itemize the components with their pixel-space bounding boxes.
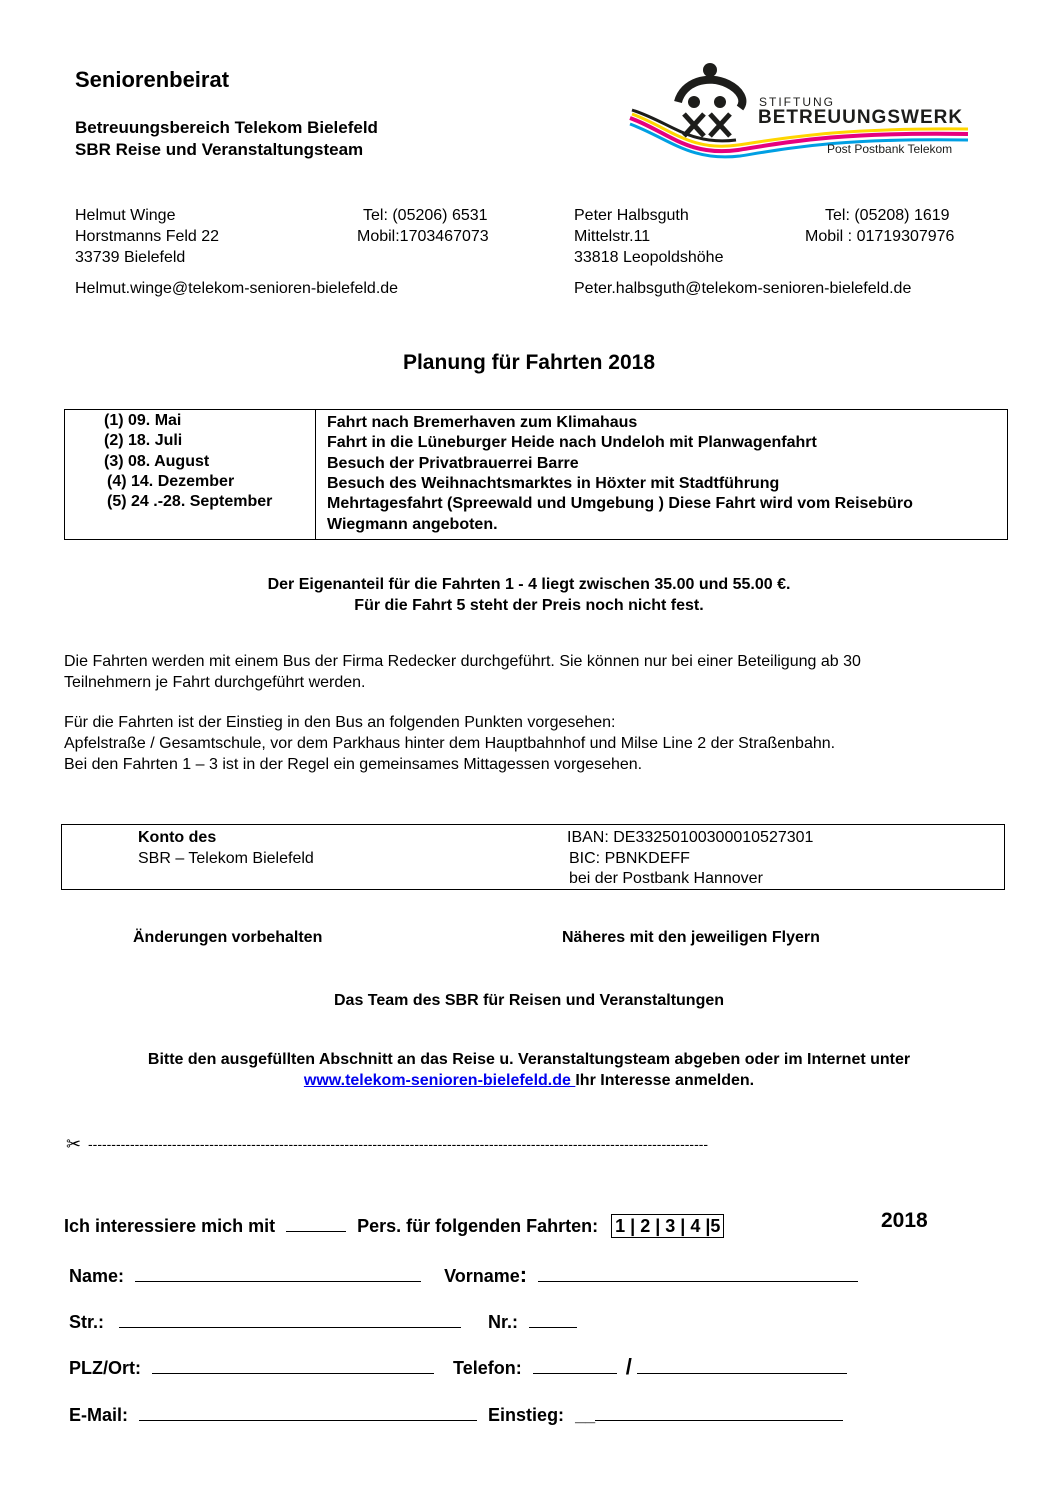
phone-number-field[interactable] [637,1355,847,1374]
pers-label: Pers. für folgenden Fahrten: [357,1216,599,1236]
instruction-line-2-rest: Ihr Interesse anmelden. [575,1072,755,1089]
contact-1-email[interactable]: Helmut.winge@telekom-senioren-bielefeld.de [75,280,399,297]
contact-1-street: Horstmanns Feld 22 [75,228,220,245]
number-field[interactable] [529,1309,577,1328]
form-year: 2018 [881,1209,928,1232]
body-p2-line1: Für die Fahrten ist der Einstieg in den Bus an folgenden Punkten vorgesehen: [64,714,616,731]
bank-name: bei der Postbank Hannover [569,870,763,887]
contact-2-mobil: Mobil : 01719307976 [805,228,955,245]
bank-account-box [61,824,1005,890]
einstieg-prefix: __ [575,1405,596,1425]
bank-holder: SBR – Telekom Bielefeld [138,850,314,867]
logo-main-text: BETREUUNGSWERK [758,107,964,128]
street-label: Str.: [69,1312,105,1332]
trip-description: Mehrtagesfahrt (Spreewald und Umgebung ) Diese Fahrt wird vom Reisebüro Wiegmann angeboten. [327,495,913,533]
body-p1-line2: Teilnehmern je Fahrt durchgeführt werden. [64,674,366,691]
contact-1-city: 33739 Bielefeld [75,249,186,266]
header-line-1: Betreuungsbereich Telekom Bielefeld [75,118,378,137]
trip-description: Besuch der Privatbrauerrei Barre [327,455,579,472]
phone-prefix-field[interactable] [533,1355,617,1374]
contact-2-name: Peter Halbsguth [574,207,689,224]
price-line-2: Für die Fahrt 5 steht der Preis noch nicht fest. [354,597,704,614]
header-line-2: SBR Reise und Veranstaltungsteam [75,140,364,159]
email-label: E-Mail: [69,1405,129,1425]
einstieg-label: Einstieg: [488,1405,565,1425]
body-p1-line1: Die Fahrten werden mit einem Bus der Firma Redecker durchgeführt. Sie können nur bei einer Beteiligung ab 30 [64,653,861,670]
interest-label: Ich interessiere mich mit [64,1216,276,1236]
team-signature: Das Team des SBR für Reisen und Veranstaltungen [333,992,725,1009]
cut-line: ------------------------------------------------------------------------------------------------------------------------------------- [88,1136,709,1152]
trip-date: (5) 24 .-28. September [107,493,273,510]
trip-choices-box[interactable]: 1 | 2 | 3 | 4 |5 [611,1214,724,1238]
email-field[interactable] [139,1402,477,1421]
note-changes-reserved: Änderungen vorbehalten [133,929,323,946]
email-row [69,1402,843,1426]
contact-1-tel: Tel: (05206) 6531 [363,207,488,224]
page-title: Planung für Fahrten 2018 [402,351,656,374]
telefon-label: Telefon: [453,1358,522,1378]
bank-label: Konto des [138,829,217,846]
interest-row [64,1213,724,1238]
trips-table [64,409,1008,540]
trip-description: Fahrt in die Lüneburger Heide nach Undeloh mit Planwagenfahrt [327,434,817,451]
scissors-icon: ✂ [66,1134,82,1154]
number-label: Nr.: [488,1312,519,1332]
city-row [69,1354,847,1380]
note-flyers: Näheres mit den jeweiligen Flyern [562,929,820,946]
website-link[interactable]: www.telekom-senioren-bielefeld.de [303,1072,576,1089]
logo-top-text: STIFTUNG [759,95,835,109]
logo-sub-text: Post Postbank Telekom [827,142,953,156]
persons-count-field[interactable] [286,1213,346,1232]
street-field[interactable] [119,1309,461,1328]
street-row [69,1309,577,1333]
plz-city-label: PLZ/Ort: [69,1358,141,1378]
bank-bic: BIC: PBNKDEFF [569,850,690,867]
contact-2-email[interactable]: Peter.halbsguth@telekom-senioren-bielefeld.de [574,280,912,297]
name-field[interactable] [135,1263,421,1282]
plz-city-field[interactable] [152,1355,434,1374]
contact-2-city: 33818 Leopoldshöhe [574,249,724,266]
contact-1-name: Helmut Winge [75,207,176,224]
name-label: Name: [69,1266,125,1286]
trip-description: Fahrt nach Bremerhaven zum Klimahaus [327,414,638,431]
trip-date: (1) 09. Mai [104,412,182,429]
instruction-line-2 [0,1072,1058,1090]
price-line-1: Der Eigenanteil für die Fahrten 1 - 4 liegt zwischen 35.00 und 55.00 €. [267,576,791,593]
trip-date: (2) 18. Juli [104,432,183,449]
contact-2-tel: Tel: (05208) 1619 [825,207,950,224]
vorname-label: Vorname [444,1266,520,1286]
vorname-colon: : [519,1262,528,1287]
trip-description: Besuch des Weihnachtsmarktes in Höxter mit Stadtführung [327,475,780,492]
vorname-field[interactable] [538,1263,858,1282]
trip-date: (3) 08. August [104,453,210,470]
bank-iban: IBAN: DE33250100300010527301 [567,829,814,846]
betreuungswerk-logo [628,62,973,172]
instruction-line-1: Bitte den ausgefüllten Abschnitt an das Reise u. Veranstaltungsteam abgeben oder im Internet unter [147,1051,911,1068]
body-p2-line2: Apfelstraße / Gesamtschule, vor dem Parkhaus hinter dem Hauptbahnhof und Milse Line 2 der Straßenbahn. [64,735,836,752]
contact-2-street: Mittelstr.11 [574,228,651,245]
name-row [69,1262,858,1288]
phone-slash: / [625,1354,632,1379]
body-p2-line3: Bei den Fahrten 1 – 3 ist in der Regel ein gemeinsames Mittagessen vorgesehen. [64,756,643,773]
contact-1-mobil: Mobil:1703467073 [357,228,489,245]
einstieg-field[interactable] [595,1402,843,1421]
trip-date: (4) 14. Dezember [107,473,235,490]
org-title: Seniorenbeirat [75,67,230,92]
trips-table-divider [315,410,316,539]
